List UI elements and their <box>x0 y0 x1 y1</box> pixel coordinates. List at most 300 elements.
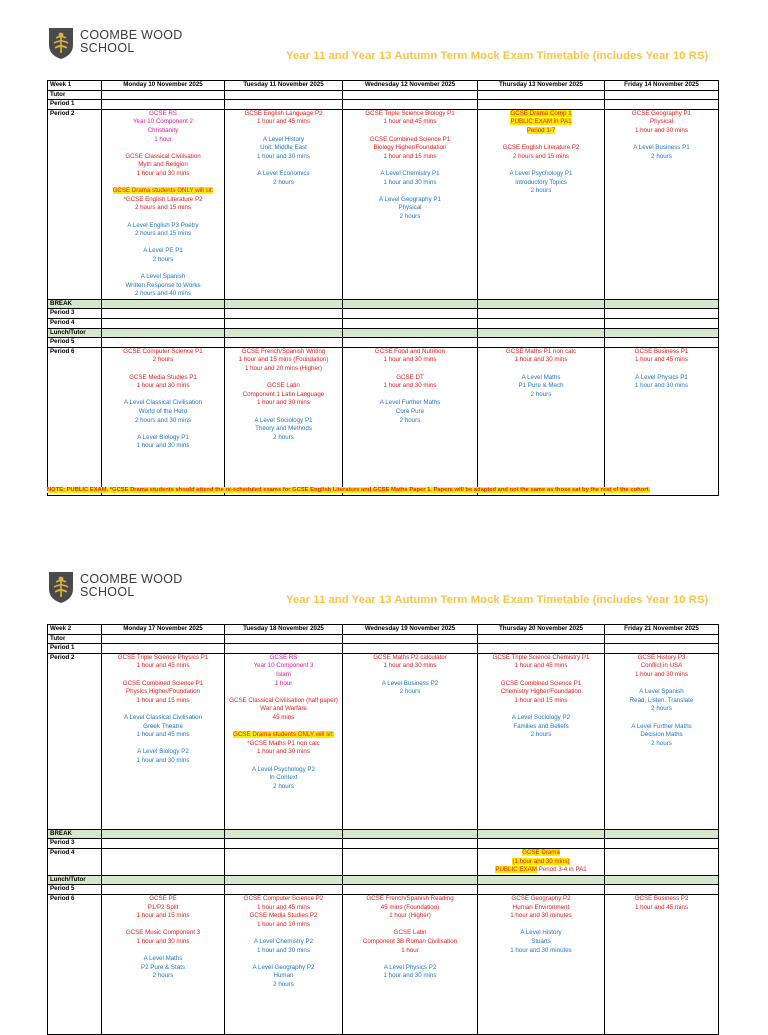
exam-text: GCSE Business P2 <box>634 894 689 902</box>
timetable-cell <box>225 894 343 1034</box>
exam-entry <box>225 170 342 187</box>
exam-text: 1 hour and 30 mins <box>136 169 190 177</box>
exam-text: 1 hour and 30 mins <box>136 382 190 390</box>
period-label: Period 6 <box>48 347 102 495</box>
period-row <box>48 109 719 299</box>
timetable-cell <box>343 347 478 495</box>
timetable-cell <box>478 829 605 839</box>
period-label: Period 1 <box>48 100 102 110</box>
week-label: Week 1 <box>48 81 102 91</box>
timetable-cell <box>343 839 478 849</box>
timetable-cell <box>605 338 719 348</box>
day-header: Friday 14 November 2025 <box>605 81 719 91</box>
exam-text: GCSE Triple Science Chemistry P1 <box>492 653 590 661</box>
exam-text: GCSE Triple Science Physics P1 <box>117 653 209 661</box>
exam-text: 2 hours <box>273 980 294 988</box>
exam-entry <box>225 417 342 443</box>
exam-text: 2 hours <box>152 255 174 263</box>
exam-entry <box>605 723 718 749</box>
period-label: Period 6 <box>48 894 102 1034</box>
timetable-cell <box>225 90 343 100</box>
period-row <box>48 338 719 348</box>
timetable-cell <box>343 309 478 319</box>
timetable-cell <box>478 839 605 849</box>
exam-entry <box>343 110 477 127</box>
exam-text: GCSE French/Spanish Reading <box>366 894 454 902</box>
timetable-cell <box>343 829 478 839</box>
exam-text: 1 hour and 10 mins <box>257 920 310 928</box>
period-label: Period 3 <box>48 309 102 319</box>
timetable-cell <box>478 885 605 895</box>
exam-text: GCSE English Literature P2 <box>502 144 580 152</box>
exam-text: GCSE Combined Science P1 <box>369 135 451 143</box>
week-label: Week 2 <box>48 625 102 635</box>
exam-text: 1 hour and 15 mins (Foundation) <box>238 356 329 364</box>
exam-text: 2 hours <box>152 972 174 980</box>
period-label: Period 4 <box>48 848 102 875</box>
timetable-cell <box>478 848 605 875</box>
timetable-cell <box>478 634 605 644</box>
exam-text: 1 hour and 30 mins <box>514 356 568 364</box>
exam-entry <box>605 348 718 365</box>
exam-text: Biology Higher/Foundation <box>373 144 447 152</box>
exam-entry <box>225 697 342 723</box>
exam-text: Decision Maths <box>640 731 683 739</box>
timetable-cell <box>102 875 225 885</box>
period-row <box>48 90 719 100</box>
exam-entry <box>225 731 342 757</box>
exam-text: 1 hour and 45 mins <box>514 662 568 670</box>
exam-entry <box>478 170 604 196</box>
exam-text: Physical <box>398 204 422 212</box>
exam-entry <box>343 680 477 697</box>
exam-entry <box>102 187 224 213</box>
day-header: Wednesday 19 November 2025 <box>343 625 478 635</box>
exam-entry <box>102 153 224 179</box>
timetable-cell <box>102 90 225 100</box>
timetable-cell <box>225 848 343 875</box>
exam-text: 1 hour and 45 mins <box>257 118 310 126</box>
day-header: Tuesday 18 November 2025 <box>225 625 343 635</box>
page-title: Year 11 and Year 13 Autumn Term Mock Exam Timetable (includes Year 10 RS) <box>286 50 709 62</box>
timetable-cell <box>605 848 719 875</box>
timetable-cell <box>102 644 225 654</box>
exam-text: 2 hours <box>530 187 552 195</box>
exam-text: Conflict in USA <box>640 662 683 670</box>
timetable-cell <box>605 885 719 895</box>
exam-text: World of the Hero <box>138 407 188 415</box>
exam-text: A Level Maths <box>521 373 561 381</box>
period-row <box>48 309 719 319</box>
exam-entry <box>225 912 342 929</box>
page-header-week-2 <box>0 566 768 626</box>
school-logo <box>48 27 198 67</box>
timetable-cell <box>605 634 719 644</box>
exam-text: GCSE Maths P1 non calc <box>505 347 577 355</box>
timetable-cell <box>605 109 719 299</box>
exam-text: 1 hour and 15 mins <box>136 696 190 704</box>
day-header: Monday 17 November 2025 <box>102 625 225 635</box>
exam-text: Stuarts <box>531 937 551 945</box>
exam-text: P1 Pure & Mech <box>518 382 564 390</box>
timetable-cell <box>102 885 225 895</box>
exam-text: 2 hours <box>530 390 552 398</box>
exam-text: 2 hours <box>651 705 672 713</box>
exam-text: Period 1-7 <box>526 126 556 134</box>
exam-text: A Level Business P1 <box>633 144 690 152</box>
exam-text: 1 hour and 15 mins <box>136 912 190 920</box>
exam-text: 1 hour and 30 minutes <box>510 912 572 920</box>
exam-entry <box>225 895 342 912</box>
exam-text: GCSE Classical Civilisation <box>125 152 201 160</box>
timetable-cell <box>478 319 605 329</box>
exam-text: Myth and Religion <box>138 161 188 169</box>
timetable-cell <box>605 90 719 100</box>
exam-text: Theory and Methods <box>255 425 312 433</box>
timetable-week-1 <box>47 80 719 496</box>
exam-text: GCSE Computer Science P2 <box>243 894 324 902</box>
period-row <box>48 885 719 895</box>
exam-text: A Level Chemistry P2 <box>253 937 314 945</box>
exam-text: 2 hours <box>399 688 421 696</box>
period-label: Period 2 <box>48 109 102 299</box>
exam-text: GCSE DT <box>396 373 424 381</box>
timetable-cell <box>225 338 343 348</box>
exam-text: 2 hours <box>530 731 552 739</box>
timetable-cell <box>478 347 605 495</box>
exam-text: 1 hour and 45 mins <box>635 356 688 364</box>
exam-entry <box>102 399 224 425</box>
exam-text: In Context <box>269 774 298 782</box>
exam-entry <box>343 654 477 671</box>
exam-text: 2 hours <box>273 782 294 790</box>
exam-text: A Level Physics P1 <box>635 373 688 381</box>
timetable-cell <box>225 829 343 839</box>
exam-text: 1 hour and 30 mins <box>257 399 310 407</box>
timetable-cell <box>478 875 605 885</box>
exam-entry <box>478 374 604 400</box>
exam-text: GCSE Combined Science P1 <box>122 679 204 687</box>
timetable-cell <box>225 109 343 299</box>
exam-text: 2 hours and 15 mins <box>134 230 192 238</box>
exam-text: Greek Theatre <box>143 722 183 730</box>
exam-text: 1 hour <box>154 135 172 143</box>
exam-entry <box>102 895 224 921</box>
exam-text: A Level History <box>520 929 562 937</box>
exam-text: GCSE Food and Nutrition <box>374 347 446 355</box>
exam-text: 1 hour and 30 mins <box>383 356 437 364</box>
school-crest-icon <box>48 27 74 60</box>
exam-entry <box>102 110 224 144</box>
exam-entry <box>102 929 224 946</box>
exam-text: 2 hours <box>273 433 294 441</box>
exam-text: A Level Geography P1 <box>379 195 441 203</box>
exam-entry <box>343 929 477 955</box>
timetable-cell <box>102 309 225 319</box>
exam-text: GCSE Drama <box>522 848 560 856</box>
timetable-week-2 <box>47 624 719 1035</box>
exam-text: A Level PE P1 <box>143 247 183 255</box>
period-label: BREAK <box>48 829 102 839</box>
day-header: Friday 21 November 2025 <box>605 625 719 635</box>
timetable-cell <box>343 319 478 329</box>
exam-text: GCSE Maths P2 calculator <box>373 653 447 661</box>
exam-entry <box>343 136 477 162</box>
timetable-cell <box>605 644 719 654</box>
day-header: Tuesday 11 November 2025 <box>225 81 343 91</box>
timetable-cell <box>478 328 605 338</box>
timetable-cell <box>478 338 605 348</box>
day-header: Monday 10 November 2025 <box>102 81 225 91</box>
exam-text: 1 hour and 30 mins <box>383 972 437 980</box>
timetable-cell <box>102 839 225 849</box>
exam-entry <box>478 348 604 365</box>
exam-entry <box>343 170 477 187</box>
exam-text: A Level Physics P2 <box>383 963 437 971</box>
exam-entry <box>102 273 224 299</box>
timetable-cell <box>102 319 225 329</box>
exam-text: GCSE Classical Civilisation (half paper) <box>229 696 338 704</box>
exam-entry <box>478 849 604 875</box>
timetable-cell <box>102 109 225 299</box>
timetable-cell <box>605 299 719 309</box>
exam-text: GCSE Combined Science P1 <box>500 679 582 687</box>
exam-entry <box>343 374 477 391</box>
timetable-cell <box>478 309 605 319</box>
timetable-cell <box>225 100 343 110</box>
timetable-cell <box>225 839 343 849</box>
period-label: Lunch/Tutor <box>48 875 102 885</box>
exam-entry <box>343 964 477 981</box>
exam-entry <box>102 714 224 740</box>
period-label: Lunch/Tutor <box>48 328 102 338</box>
timetable-cell <box>343 894 478 1034</box>
exam-text: A Level History <box>262 135 305 143</box>
exam-text: *GCSE Maths P1 non calc <box>247 739 320 747</box>
timetable-cell <box>102 338 225 348</box>
timetable-cell <box>478 100 605 110</box>
timetable-cell <box>343 100 478 110</box>
timetable-cell <box>102 299 225 309</box>
exam-text: GCSE Music Component 3 <box>125 929 201 937</box>
timetable-cell <box>102 829 225 839</box>
exam-text: A Level Spanish <box>140 273 186 281</box>
exam-entry <box>478 714 604 740</box>
exam-text: A Level Classical Civilisation <box>123 713 203 721</box>
timetable-cell <box>225 347 343 495</box>
exam-text: GCSE Geography P2 <box>511 894 571 902</box>
timetable-cell <box>605 328 719 338</box>
exam-text: Physical <box>649 118 674 126</box>
exam-entry <box>605 654 718 680</box>
exam-text: GCSE Media Studies P1 <box>129 373 197 381</box>
timetable-cell <box>478 644 605 654</box>
exam-text: 1 hour and 20 mins (Higher) <box>244 365 323 372</box>
exam-text: Islam <box>276 670 291 678</box>
timetable-cell <box>343 848 478 875</box>
exam-text: 2 hours <box>651 739 672 747</box>
exam-text: GCSE English Language P2 <box>244 109 323 117</box>
exam-text: (1 hour and 30 mins) <box>512 857 570 865</box>
timetable-cell <box>225 309 343 319</box>
exam-text: 1 hour and 30 mins <box>257 748 310 756</box>
timetable-cell <box>605 894 719 1034</box>
exam-entry <box>225 382 342 408</box>
exam-text: A Level Economics <box>257 169 310 177</box>
exam-text: 1 hour and 15 mins <box>514 696 568 704</box>
timetable-cell <box>605 829 719 839</box>
exam-text: War and Warfare <box>260 705 307 713</box>
exam-text: GCSE Latin <box>267 382 300 390</box>
timetable-cell <box>343 644 478 654</box>
exam-text: A Level Sociology P1 <box>254 416 313 424</box>
period-label: Tutor <box>48 90 102 100</box>
timetable-cell <box>343 90 478 100</box>
exam-entry <box>343 196 477 222</box>
exam-entry <box>478 680 604 706</box>
exam-text: Physics Higher/Foundation <box>126 688 200 696</box>
period-label: Period 4 <box>48 319 102 329</box>
exam-text: Core Pure <box>395 407 425 415</box>
exam-text: 1 hour and 30 mins <box>136 937 190 945</box>
exam-entry <box>102 348 224 365</box>
exam-text: P1/P2 Split <box>147 903 179 911</box>
exam-text: A Level Chemistry P1 <box>380 169 440 177</box>
timetable-cell <box>225 644 343 654</box>
timetable-cell <box>102 347 225 495</box>
timetable-cell <box>605 309 719 319</box>
exam-text: A Level Classical Civilisation <box>123 399 203 407</box>
timetable-cell <box>343 338 478 348</box>
timetable-cell <box>343 634 478 644</box>
exam-entry <box>102 654 224 671</box>
timetable-cell <box>343 875 478 885</box>
exam-text: GCSE RS <box>149 109 177 117</box>
exam-text: GCSE Drama Comp 1 <box>510 109 572 117</box>
period-row <box>48 894 719 1034</box>
exam-entry <box>102 434 224 451</box>
timetable-cell <box>605 347 719 495</box>
period-row <box>48 100 719 110</box>
exam-entry <box>102 222 224 239</box>
exam-text: 1 hour and 45 mins <box>136 662 190 670</box>
exam-text: A Level Further Maths <box>379 399 441 407</box>
exam-text: 1 hour and 30 mins <box>136 442 190 450</box>
period-row <box>48 347 719 495</box>
timetable-cell <box>102 634 225 644</box>
exam-text: GCSE French/Spanish Writing <box>241 347 326 355</box>
exam-entry <box>605 144 718 161</box>
exam-text: 1 hour <box>401 946 419 954</box>
period-row <box>48 319 719 329</box>
period-row <box>48 328 719 338</box>
exam-entry <box>478 895 604 921</box>
day-header: Wednesday 12 November 2025 <box>343 81 478 91</box>
school-name: COOMBE WOOD SCHOOL <box>80 28 183 55</box>
exam-text: Unit: Middle East <box>260 144 307 152</box>
timetable-cell <box>605 653 719 829</box>
exam-text: Chemistry Higher/Foundation <box>500 688 582 696</box>
period-row <box>48 875 719 885</box>
period-label: Period 2 <box>48 653 102 829</box>
exam-entry <box>102 680 224 706</box>
exam-entry <box>225 654 342 688</box>
period-label: BREAK <box>48 299 102 309</box>
exam-text: Year 10 Component 2 <box>133 118 193 126</box>
exam-text: Human <box>273 972 294 980</box>
exam-text: 1 hour and 15 mins <box>383 152 437 160</box>
timetable-cell <box>102 653 225 829</box>
exam-text: 2 hours <box>152 356 174 364</box>
period-row <box>48 299 719 309</box>
timetable-cell <box>225 885 343 895</box>
period-row <box>48 839 719 849</box>
exam-entry <box>478 110 604 136</box>
exam-entry <box>225 348 342 374</box>
timetable-cell <box>102 100 225 110</box>
exam-entry <box>478 654 604 671</box>
exam-entry <box>343 399 477 425</box>
public-exam-note: NOTE: PUBLIC EXAM. *GCSE Drama students should attend the re-scheduled exams for GCSE English Literature and GCSE Maths Paper 1. Papers will be adapted and not the same as those sat by the rest of the cohort. <box>47 487 651 493</box>
exam-text: A Level Psychology P2 <box>252 765 315 773</box>
period-row <box>48 829 719 839</box>
exam-text: 45 mins (Foundation) <box>380 903 440 911</box>
exam-text: 45 mins <box>272 713 295 721</box>
exam-text: GCSE Computer Science P1 <box>123 347 203 355</box>
exam-entry <box>605 895 718 912</box>
exam-entry <box>605 110 718 136</box>
exam-text: 1 hour and 45 mins <box>257 903 310 911</box>
exam-entry <box>225 938 342 955</box>
exam-text: 2 hours <box>273 178 294 186</box>
timetable-cell <box>225 875 343 885</box>
exam-text: 1 hour and 30 mins <box>383 662 437 670</box>
timetable-cell <box>225 299 343 309</box>
exam-text: PUBLIC EXAM Period 3-4 in PA1 <box>495 866 587 874</box>
exam-text: GCSE Business P1 <box>634 347 689 355</box>
exam-text: Human Environment <box>512 903 570 911</box>
exam-entry <box>225 110 342 127</box>
exam-text: Introductory Topics <box>515 178 567 186</box>
day-header: Thursday 20 November 2025 <box>478 625 605 635</box>
timetable-cell <box>343 653 478 829</box>
exam-entry <box>605 688 718 714</box>
exam-text: Component 1 Latin Language <box>242 390 325 398</box>
exam-entry <box>478 144 604 161</box>
exam-text: 1 hour and 45 mins <box>635 903 688 911</box>
exam-text: 1 hour and 30 mins <box>635 126 688 134</box>
exam-text: GCSE RS <box>269 653 298 661</box>
exam-text: 1 hour and 30 mins <box>635 670 688 678</box>
exam-text: A Level Further Maths <box>631 722 692 730</box>
timetable-cell <box>478 90 605 100</box>
timetable-cell <box>225 653 343 829</box>
period-label: Period 3 <box>48 839 102 849</box>
exam-entry <box>102 247 224 264</box>
exam-text: A Level Psychology P1 <box>509 169 573 177</box>
exam-entry <box>102 955 224 981</box>
period-row <box>48 653 719 829</box>
exam-text: A Level Biology P2 <box>137 748 189 756</box>
timetable-cell <box>478 894 605 1034</box>
timetable-cell <box>343 109 478 299</box>
period-label: Period 5 <box>48 885 102 895</box>
day-header: Thursday 13 November 2025 <box>478 81 605 91</box>
exam-text: Christianity <box>147 126 179 134</box>
exam-text: GCSE Latin <box>393 929 427 937</box>
exam-text: A Level Spanish <box>639 688 684 696</box>
exam-entry <box>225 766 342 792</box>
